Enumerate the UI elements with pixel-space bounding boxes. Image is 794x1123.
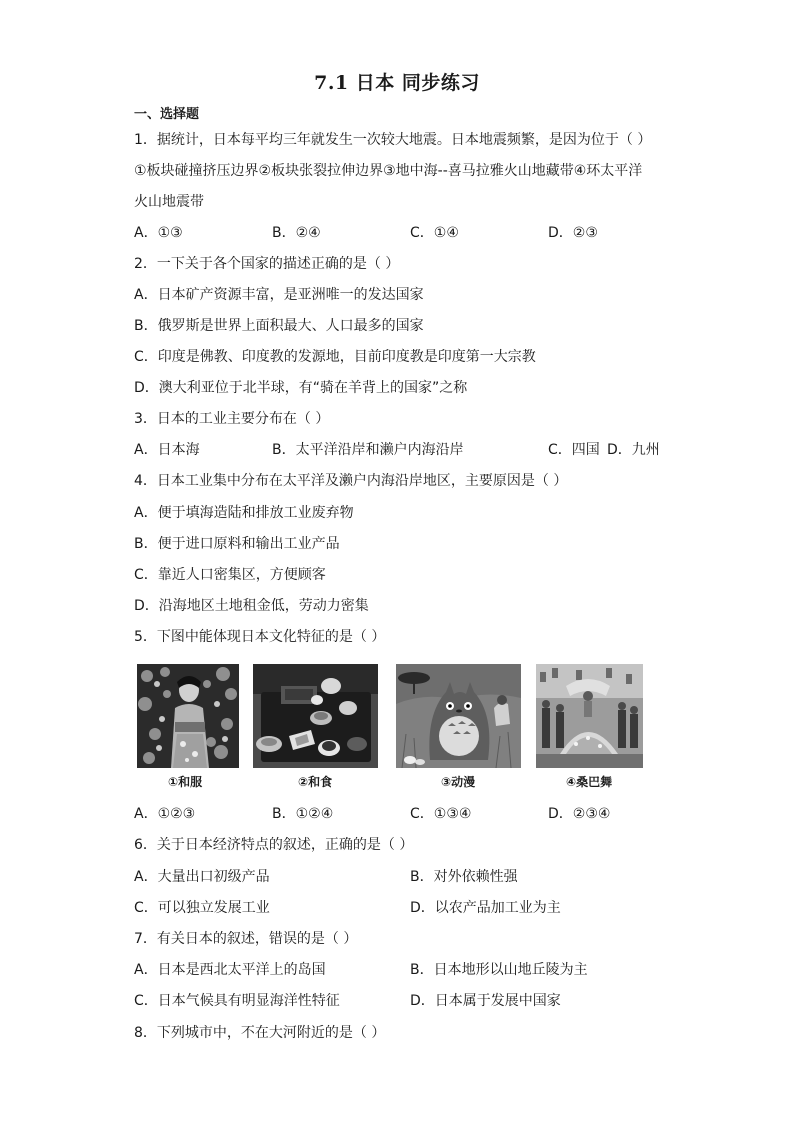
question-3-option-a[interactable]: A．日本海 xyxy=(134,442,200,458)
question-1-statements: ①板块碰撞挤压边界②板块张裂拉伸边界③地中海--喜马拉雅火山地藏带④环太平洋 xyxy=(134,163,643,179)
question-3-option-b[interactable]: B．太平洋沿岸和濑户内海沿岸 xyxy=(272,442,464,458)
section-heading: 一、选择题 xyxy=(134,107,200,122)
caption-kimono: ①和服 xyxy=(168,775,203,789)
question-5-option-a[interactable]: A．①②③ xyxy=(134,806,196,822)
question-3-option-c[interactable]: C．四国 xyxy=(548,442,600,458)
anime-photo xyxy=(396,664,521,768)
question-2-option-a[interactable]: A．日本矿产资源丰富，是亚洲唯一的发达国家 xyxy=(134,287,424,303)
question-4-option-d[interactable]: D．沿海地区土地租金低，劳动力密集 xyxy=(134,598,369,614)
question-7-stem: 7．有关日本的叙述，错误的是（ ） xyxy=(134,931,358,947)
question-8-stem: 8．下列城市中，不在大河附近的是（ ） xyxy=(134,1025,386,1041)
question-5-stem: 5．下图中能体现日本文化特征的是（ ） xyxy=(134,629,386,645)
question-4-stem: 4．日本工业集中分布在太平洋及濑户内海沿岸地区，主要原因是（ ） xyxy=(134,473,568,489)
question-4-option-c[interactable]: C．靠近人口密集区，方便顾客 xyxy=(134,567,326,583)
caption-anime: ③动漫 xyxy=(441,775,476,789)
question-5-option-b[interactable]: B．①②④ xyxy=(272,806,334,822)
caption-samba: ④桑巴舞 xyxy=(566,775,613,789)
page-title: 7.1 日本 同步练习 xyxy=(314,72,480,94)
question-5-option-d[interactable]: D．②③④ xyxy=(548,806,611,822)
caption-washoku: ②和食 xyxy=(298,775,333,789)
question-2-option-d[interactable]: D．澳大利亚位于北半球，有“骑在羊背上的国家”之称 xyxy=(134,380,468,396)
question-1-option-c[interactable]: C．①④ xyxy=(410,225,459,241)
question-4-option-b[interactable]: B．便于进口原料和输出工业产品 xyxy=(134,536,340,552)
question-7-option-b[interactable]: B．日本地形以山地丘陵为主 xyxy=(410,962,588,978)
samba-photo xyxy=(536,664,643,768)
question-7-option-a[interactable]: A．日本是西北太平洋上的岛国 xyxy=(134,962,326,978)
question-7-option-d[interactable]: D．日本属于发展中国家 xyxy=(410,993,561,1009)
question-3-stem: 3．日本的工业主要分布在（ ） xyxy=(134,411,330,427)
question-1-option-b[interactable]: B．②④ xyxy=(272,225,321,241)
question-2-option-c[interactable]: C．印度是佛教、印度教的发源地，目前印度教是印度第一大宗教 xyxy=(134,349,536,365)
question-1-option-a[interactable]: A．①③ xyxy=(134,225,183,241)
question-6-option-a[interactable]: A．大量出口初级产品 xyxy=(134,869,270,885)
question-2-stem: 2．一下关于各个国家的描述正确的是（ ） xyxy=(134,256,400,272)
question-1-option-d[interactable]: D．②③ xyxy=(548,225,598,241)
question-4-option-a[interactable]: A．便于填海造陆和排放工业废弃物 xyxy=(134,505,354,521)
question-6-option-c[interactable]: C．可以独立发展工业 xyxy=(134,900,270,916)
question-6-option-b[interactable]: B．对外依赖性强 xyxy=(410,869,518,885)
washoku-photo xyxy=(253,664,378,768)
kimono-photo xyxy=(137,664,239,768)
question-5-option-c[interactable]: C．①③④ xyxy=(410,806,472,822)
question-7-option-c[interactable]: C．日本气候具有明显海洋性特征 xyxy=(134,993,340,1009)
question-6-stem: 6．关于日本经济特点的叙述，正确的是（ ） xyxy=(134,837,414,853)
question-1-stem: 1．据统计，日本每平均三年就发生一次较大地震。日本地震频繁，是因为位于（ ） xyxy=(134,132,652,148)
question-6-option-d[interactable]: D．以农产品加工业为主 xyxy=(410,900,561,916)
question-1-statements-cont: 火山地震带 xyxy=(134,194,204,210)
question-2-option-b[interactable]: B．俄罗斯是世界上面积最大、人口最多的国家 xyxy=(134,318,424,334)
question-3-option-d[interactable]: D．九州 xyxy=(607,442,660,458)
